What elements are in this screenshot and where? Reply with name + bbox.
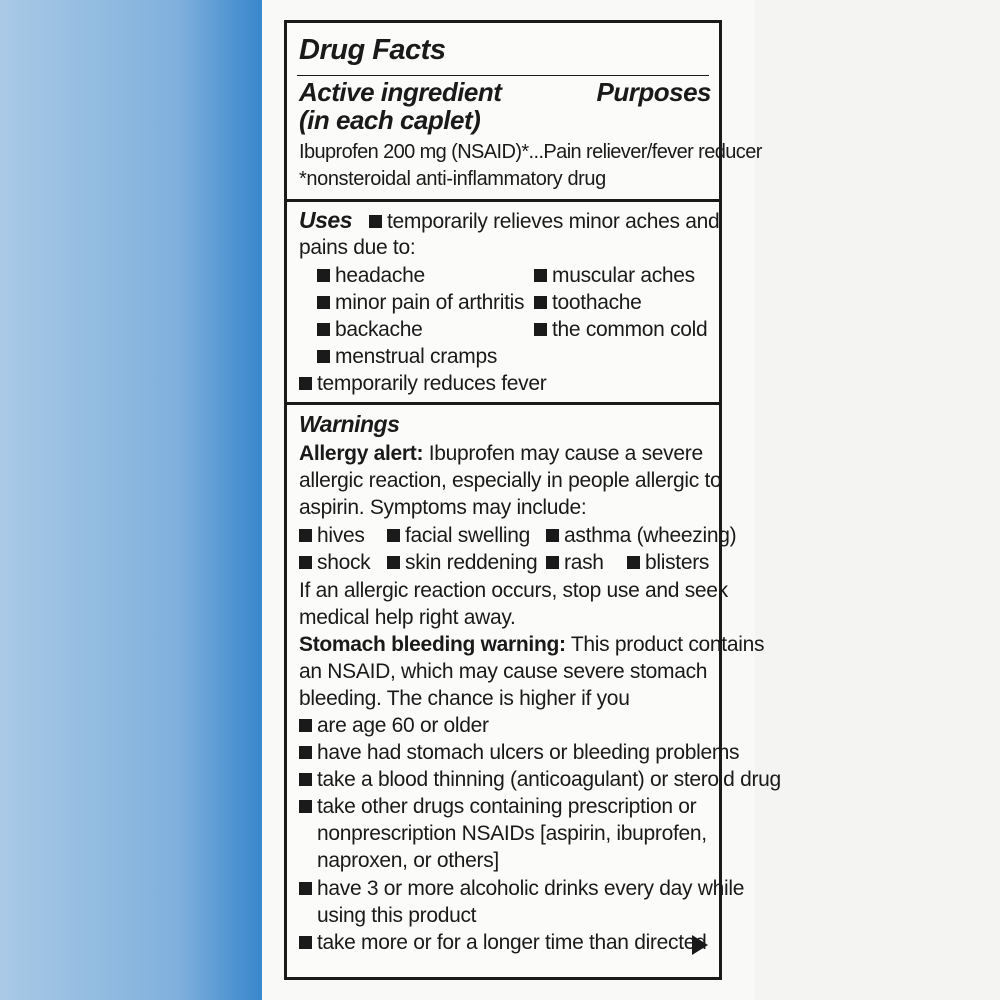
symptom-asthma: asthma (wheezing) bbox=[546, 523, 736, 549]
risk-item-other-drugs-line-3: naproxen, or others] bbox=[317, 849, 499, 872]
square-bullet-icon bbox=[317, 269, 330, 282]
square-bullet-icon bbox=[534, 323, 547, 336]
symptom-facial-swelling: facial swelling bbox=[387, 523, 530, 549]
ingredient-line: Ibuprofen 200 mg (NSAID)*...Pain reliever/fever reducer bbox=[299, 141, 762, 163]
use-item-headache: headache bbox=[317, 263, 425, 289]
allergy-alert-line: Allergy alert: Ibuprofen may cause a severe bbox=[299, 442, 703, 465]
use-item-menstrual: menstrual cramps bbox=[317, 344, 497, 370]
continue-arrow-icon bbox=[692, 935, 708, 955]
uses-intro-line: temporarily relieves minor aches and bbox=[369, 209, 719, 235]
risk-item-age: are age 60 or older bbox=[299, 713, 489, 739]
allergy-line-3: aspirin. Symptoms may include: bbox=[299, 496, 587, 519]
stomach-line-2: an NSAID, which may cause severe stomach bbox=[299, 660, 708, 683]
square-bullet-icon bbox=[299, 882, 312, 895]
square-bullet-icon bbox=[546, 529, 559, 542]
square-bullet-icon bbox=[534, 296, 547, 309]
use-item-arthritis: minor pain of arthritis bbox=[317, 290, 524, 316]
allergy-line-2: allergic reaction, especially in people allergic to bbox=[299, 469, 722, 492]
drug-facts-box bbox=[284, 20, 781, 980]
square-bullet-icon bbox=[546, 556, 559, 569]
use-item-cold: the common cold bbox=[534, 317, 707, 343]
square-bullet-icon bbox=[317, 350, 330, 363]
square-bullet-icon bbox=[299, 529, 312, 542]
use-item-muscular: muscular aches bbox=[534, 263, 695, 289]
square-bullet-icon bbox=[534, 269, 547, 282]
title-rule bbox=[297, 75, 709, 76]
use-item-backache: backache bbox=[317, 317, 423, 343]
stomach-warning-line: Stomach bleeding warning: This product contains bbox=[299, 633, 765, 656]
square-bullet-icon bbox=[299, 377, 312, 390]
square-bullet-icon bbox=[299, 746, 312, 759]
package-panel-edge bbox=[755, 0, 1000, 1000]
risk-item-alcohol-line-2: using this product bbox=[317, 904, 477, 927]
stomach-line-3: bleeding. The chance is higher if you bbox=[299, 687, 630, 710]
uses-heading: Uses bbox=[299, 207, 352, 233]
section-divider-warnings bbox=[287, 402, 719, 405]
use-item-toothache: toothache bbox=[534, 290, 642, 316]
section-divider-uses bbox=[287, 199, 719, 202]
risk-item-longer-time: take more or for a longer time than directed bbox=[299, 930, 707, 956]
risk-item-other-drugs-line-2: nonprescription NSAIDs [aspirin, ibuprofen, bbox=[317, 822, 707, 845]
reaction-line-2: medical help right away. bbox=[299, 606, 516, 629]
package-blue-strip bbox=[0, 0, 262, 1000]
risk-item-ulcers: have had stomach ulcers or bleeding problems bbox=[299, 740, 739, 766]
active-ingredient-subheading: (in each caplet) bbox=[299, 105, 481, 135]
symptom-blisters: blisters bbox=[627, 550, 709, 576]
square-bullet-icon bbox=[627, 556, 640, 569]
risk-item-alcohol: have 3 or more alcoholic drinks every day while bbox=[299, 876, 744, 902]
symptom-hives: hives bbox=[299, 523, 365, 549]
nsaid-footnote: *nonsteroidal anti-inflammatory drug bbox=[299, 168, 606, 190]
square-bullet-icon bbox=[317, 323, 330, 336]
square-bullet-icon bbox=[299, 719, 312, 732]
warnings-heading: Warnings bbox=[299, 411, 400, 437]
square-bullet-icon bbox=[387, 529, 400, 542]
drug-facts-title: Drug Facts bbox=[299, 34, 446, 66]
square-bullet-icon bbox=[299, 936, 312, 949]
symptom-shock: shock bbox=[299, 550, 370, 576]
risk-item-other-drugs: take other drugs containing prescription or bbox=[299, 794, 696, 820]
square-bullet-icon bbox=[299, 556, 312, 569]
symptom-rash: rash bbox=[546, 550, 604, 576]
square-bullet-icon bbox=[387, 556, 400, 569]
uses-intro-line-2: pains due to: bbox=[299, 236, 416, 259]
use-item-fever: temporarily reduces fever bbox=[299, 371, 546, 397]
risk-item-blood-thinning: take a blood thinning (anticoagulant) or steroid drug bbox=[299, 767, 781, 793]
square-bullet-icon bbox=[299, 800, 312, 813]
square-bullet-icon bbox=[317, 296, 330, 309]
square-bullet-icon bbox=[299, 773, 312, 786]
active-ingredient-heading: Active ingredient bbox=[299, 77, 502, 107]
reaction-line-1: If an allergic reaction occurs, stop use and seek bbox=[299, 579, 728, 602]
square-bullet-icon bbox=[369, 215, 382, 228]
purposes-heading: Purposes bbox=[596, 77, 711, 107]
symptom-skin-reddening: skin reddening bbox=[387, 550, 537, 576]
